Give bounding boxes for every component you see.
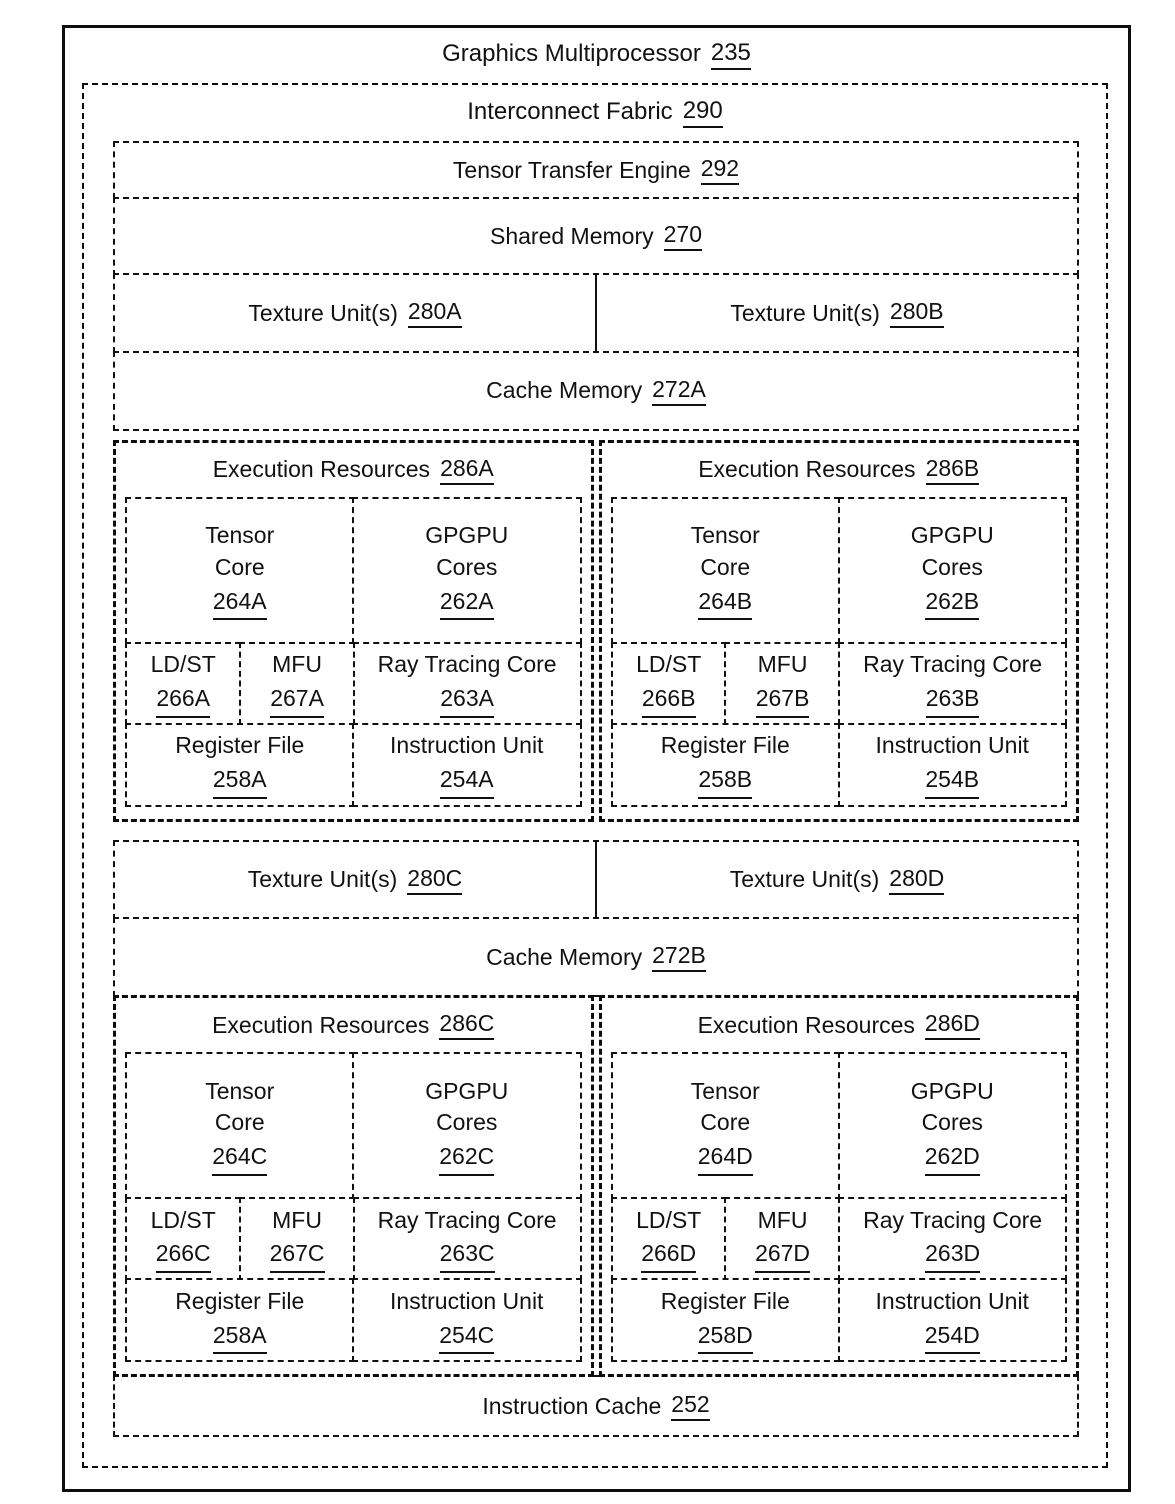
gpgpu-cores-label-line2: Cores — [921, 553, 983, 580]
exec-grid-row-units — [611, 1197, 1068, 1281]
gpgpu-cores-label-line1: GPGPU — [910, 522, 994, 549]
exec-grid-row-files — [125, 723, 582, 807]
graphics-multiprocessor-title — [65, 28, 1128, 80]
execution-resources-title — [602, 443, 1077, 497]
mfu-ref: 267C — [270, 1238, 325, 1273]
ld-st-ref: 266B — [642, 683, 696, 718]
tensor-core-label-line1: Tensor — [690, 1077, 760, 1104]
texture-units-280a-label: Texture Unit(s) — [248, 299, 398, 326]
tensor-transfer-engine-box — [113, 141, 1079, 199]
mfu-label: MFU — [757, 1206, 808, 1233]
execution-resources-title — [116, 998, 591, 1052]
exec-grid-row-cores — [611, 497, 1068, 645]
cache-memory-272a-label: Cache Memory — [486, 377, 643, 403]
gpgpu-cores-ref: 262B — [925, 586, 979, 621]
gpgpu-cores-ref: 262D — [925, 1141, 980, 1176]
exec-grid-row-cores — [611, 1052, 1068, 1200]
ld-st-box — [125, 1197, 241, 1281]
execution-resources-ref: 286C — [439, 1010, 494, 1040]
execution-resources-grid — [611, 497, 1068, 807]
tensor-core-ref: 264C — [212, 1141, 267, 1176]
tensor-core-label-line2: Core — [214, 553, 265, 580]
cache-memory-272a-box — [113, 351, 1079, 431]
texture-units-row-bottom — [113, 840, 1079, 920]
execution-resources-ref: 286A — [440, 455, 494, 485]
instruction-unit-box — [838, 723, 1068, 807]
mfu-label: MFU — [272, 1206, 322, 1233]
execution-resources-title — [116, 443, 591, 497]
execution-resources-ref: 286B — [926, 455, 980, 485]
register-file-ref: 258A — [213, 1320, 267, 1355]
interconnect-fabric-label: Interconnect Fabric — [467, 98, 673, 125]
upper-memory-stack — [113, 141, 1079, 431]
register-file-box — [125, 723, 355, 807]
interconnect-fabric-box — [82, 83, 1108, 1468]
register-file-ref: 258B — [698, 764, 752, 799]
instruction-unit-box — [838, 1278, 1068, 1362]
execution-resources-box — [113, 440, 594, 822]
texture-units-280b-box — [595, 275, 1077, 351]
gpgpu-cores-ref: 262C — [439, 1141, 494, 1176]
ld-st-box — [125, 642, 241, 726]
gpgpu-cores-ref: 262A — [440, 586, 494, 621]
execution-resources-label: Execution Resources — [212, 1011, 430, 1038]
tensor-transfer-engine-ref: 292 — [701, 155, 739, 185]
lower-memory-stack — [113, 840, 1079, 998]
gpgpu-cores-label-line2: Cores — [436, 553, 498, 580]
interconnect-fabric-title — [84, 85, 1106, 139]
register-file-label: Register File — [660, 1287, 790, 1314]
instruction-unit-box — [352, 1278, 582, 1362]
ld-st-box — [611, 642, 727, 726]
shared-memory-box — [113, 197, 1079, 276]
texture-units-280d-ref: 280D — [889, 865, 944, 895]
instruction-unit-box — [352, 723, 582, 807]
ld-st-label: LD/ST — [636, 1206, 702, 1233]
tensor-core-ref: 264B — [698, 586, 752, 621]
execution-resources-grid — [125, 497, 582, 807]
execution-resources-box — [113, 995, 594, 1377]
instruction-unit-ref: 254D — [925, 1320, 980, 1355]
cache-memory-272a-ref: 272A — [652, 376, 706, 406]
register-file-label: Register File — [175, 732, 305, 759]
execution-resources-286a-slot — [113, 440, 594, 822]
mfu-ref: 267B — [756, 683, 810, 718]
ld-st-ref: 266D — [641, 1238, 696, 1273]
instruction-unit-label: Instruction Unit — [875, 732, 1029, 759]
execution-resources-box — [599, 440, 1080, 822]
tensor-core-box — [611, 497, 841, 645]
instruction-unit-label: Instruction Unit — [875, 1287, 1029, 1314]
exec-grid-row-units — [125, 642, 582, 726]
ld-st-label: LD/ST — [150, 1206, 216, 1233]
interconnect-fabric-ref: 290 — [683, 97, 723, 128]
graphics-multiprocessor-ref: 235 — [711, 39, 751, 70]
texture-units-280d-label: Texture Unit(s) — [729, 866, 880, 892]
execution-resources-title — [602, 998, 1077, 1052]
execution-resources-box — [599, 995, 1080, 1377]
execution-resources-label: Execution Resources — [698, 456, 916, 482]
instruction-unit-ref: 254C — [439, 1320, 494, 1355]
register-file-label: Register File — [175, 1287, 305, 1314]
mfu-label: MFU — [272, 651, 322, 678]
mfu-box — [724, 642, 840, 726]
mfu-box — [239, 642, 355, 726]
ray-tracing-core-ref: 263C — [440, 1238, 495, 1273]
register-file-label: Register File — [660, 732, 790, 759]
gpgpu-cores-box — [352, 1052, 582, 1200]
execution-resources-label: Execution Resources — [212, 456, 431, 482]
register-file-box — [611, 1278, 841, 1362]
texture-units-280b-label: Texture Unit(s) — [730, 299, 880, 326]
gpgpu-cores-box — [352, 497, 582, 645]
exec-grid-row-files — [611, 1278, 1068, 1362]
cache-memory-272b-ref: 272B — [652, 942, 706, 972]
mfu-box — [239, 1197, 355, 1281]
exec-grid-row-files — [611, 723, 1068, 807]
ray-tracing-core-label: Ray Tracing Core — [377, 651, 557, 678]
ld-st-ref: 266A — [156, 683, 210, 718]
exec-grid-row-cores — [125, 1052, 582, 1200]
ld-st-label: LD/ST — [636, 651, 702, 678]
ld-st-label: LD/ST — [150, 651, 216, 678]
tensor-core-box — [125, 497, 355, 645]
gpgpu-cores-label-line1: GPGPU — [425, 1077, 509, 1104]
gpgpu-cores-box — [838, 1052, 1068, 1200]
ray-tracing-core-box — [353, 642, 582, 726]
register-file-ref: 258A — [213, 764, 267, 799]
execution-resources-row-bottom — [113, 995, 1079, 1377]
texture-units-280a-box — [115, 275, 595, 351]
instruction-unit-ref: 254A — [440, 764, 494, 799]
texture-units-280a-ref: 280A — [408, 298, 462, 328]
execution-resources-286c-slot — [113, 995, 594, 1377]
tensor-core-box — [125, 1052, 355, 1200]
instruction-cache-label: Instruction Cache — [482, 1392, 662, 1419]
ray-tracing-core-label: Ray Tracing Core — [863, 651, 1043, 678]
tensor-core-label-line1: Tensor — [205, 522, 275, 549]
tensor-core-label-line1: Tensor — [690, 522, 760, 549]
register-file-box — [125, 1278, 355, 1362]
ray-tracing-core-label: Ray Tracing Core — [377, 1206, 557, 1233]
tensor-core-label-line2: Core — [700, 553, 751, 580]
ray-tracing-core-box — [838, 1197, 1067, 1281]
gpgpu-cores-label-line2: Cores — [436, 1109, 498, 1136]
tensor-transfer-engine-label: Tensor Transfer Engine — [452, 156, 691, 183]
exec-grid-row-cores — [125, 497, 582, 645]
mfu-box — [724, 1197, 840, 1281]
execution-resources-grid — [611, 1052, 1068, 1362]
execution-resources-ref: 286D — [925, 1010, 980, 1040]
tensor-core-label-line1: Tensor — [205, 1077, 275, 1104]
ray-tracing-core-label: Ray Tracing Core — [863, 1206, 1043, 1233]
ray-tracing-core-box — [353, 1197, 582, 1281]
ray-tracing-core-ref: 263A — [440, 683, 494, 718]
gpgpu-cores-box — [838, 497, 1068, 645]
ray-tracing-core-ref: 263B — [926, 683, 980, 718]
texture-units-280d-box — [595, 842, 1077, 918]
gpgpu-cores-label-line1: GPGPU — [910, 1077, 994, 1104]
texture-units-280c-label: Texture Unit(s) — [247, 866, 398, 892]
instruction-unit-label: Instruction Unit — [390, 1287, 544, 1314]
tensor-core-label-line2: Core — [214, 1109, 265, 1136]
execution-resources-286b-slot — [599, 440, 1080, 822]
exec-grid-row-units — [611, 642, 1068, 726]
ld-st-box — [611, 1197, 727, 1281]
exec-grid-row-units — [125, 1197, 582, 1281]
mfu-label: MFU — [757, 651, 808, 678]
instruction-cache-box — [113, 1375, 1079, 1437]
mfu-ref: 267D — [755, 1238, 810, 1273]
execution-resources-grid — [125, 1052, 582, 1362]
cache-memory-272b-label: Cache Memory — [486, 943, 643, 970]
instruction-unit-ref: 254B — [925, 764, 979, 799]
register-file-box — [611, 723, 841, 807]
ld-st-ref: 266C — [156, 1238, 211, 1273]
texture-units-row-top — [113, 273, 1079, 353]
texture-units-280c-ref: 280C — [407, 865, 462, 895]
mfu-ref: 267A — [270, 683, 324, 718]
execution-resources-row-top — [113, 440, 1079, 822]
ray-tracing-core-box — [838, 642, 1067, 726]
texture-units-280c-box — [115, 842, 595, 918]
graphics-multiprocessor-label: Graphics Multiprocessor — [442, 40, 701, 67]
graphics-multiprocessor-box — [62, 25, 1131, 1492]
gpgpu-cores-label-line1: GPGPU — [425, 522, 509, 549]
tensor-core-ref: 264D — [698, 1141, 753, 1176]
exec-grid-row-files — [125, 1278, 582, 1362]
ray-tracing-core-ref: 263D — [925, 1238, 980, 1273]
execution-resources-label: Execution Resources — [697, 1011, 915, 1038]
cache-memory-272b-box — [113, 917, 1079, 997]
execution-resources-286d-slot — [599, 995, 1080, 1377]
texture-units-280b-ref: 280B — [890, 298, 944, 328]
instruction-cache-ref: 252 — [671, 1391, 709, 1421]
shared-memory-label: Shared Memory — [490, 222, 654, 249]
register-file-ref: 258D — [698, 1320, 753, 1355]
tensor-core-label-line2: Core — [700, 1109, 751, 1136]
instruction-unit-label: Instruction Unit — [390, 732, 544, 759]
shared-memory-ref: 270 — [664, 221, 702, 251]
tensor-core-ref: 264A — [213, 586, 267, 621]
gpgpu-cores-label-line2: Cores — [921, 1109, 983, 1136]
tensor-core-box — [611, 1052, 841, 1200]
